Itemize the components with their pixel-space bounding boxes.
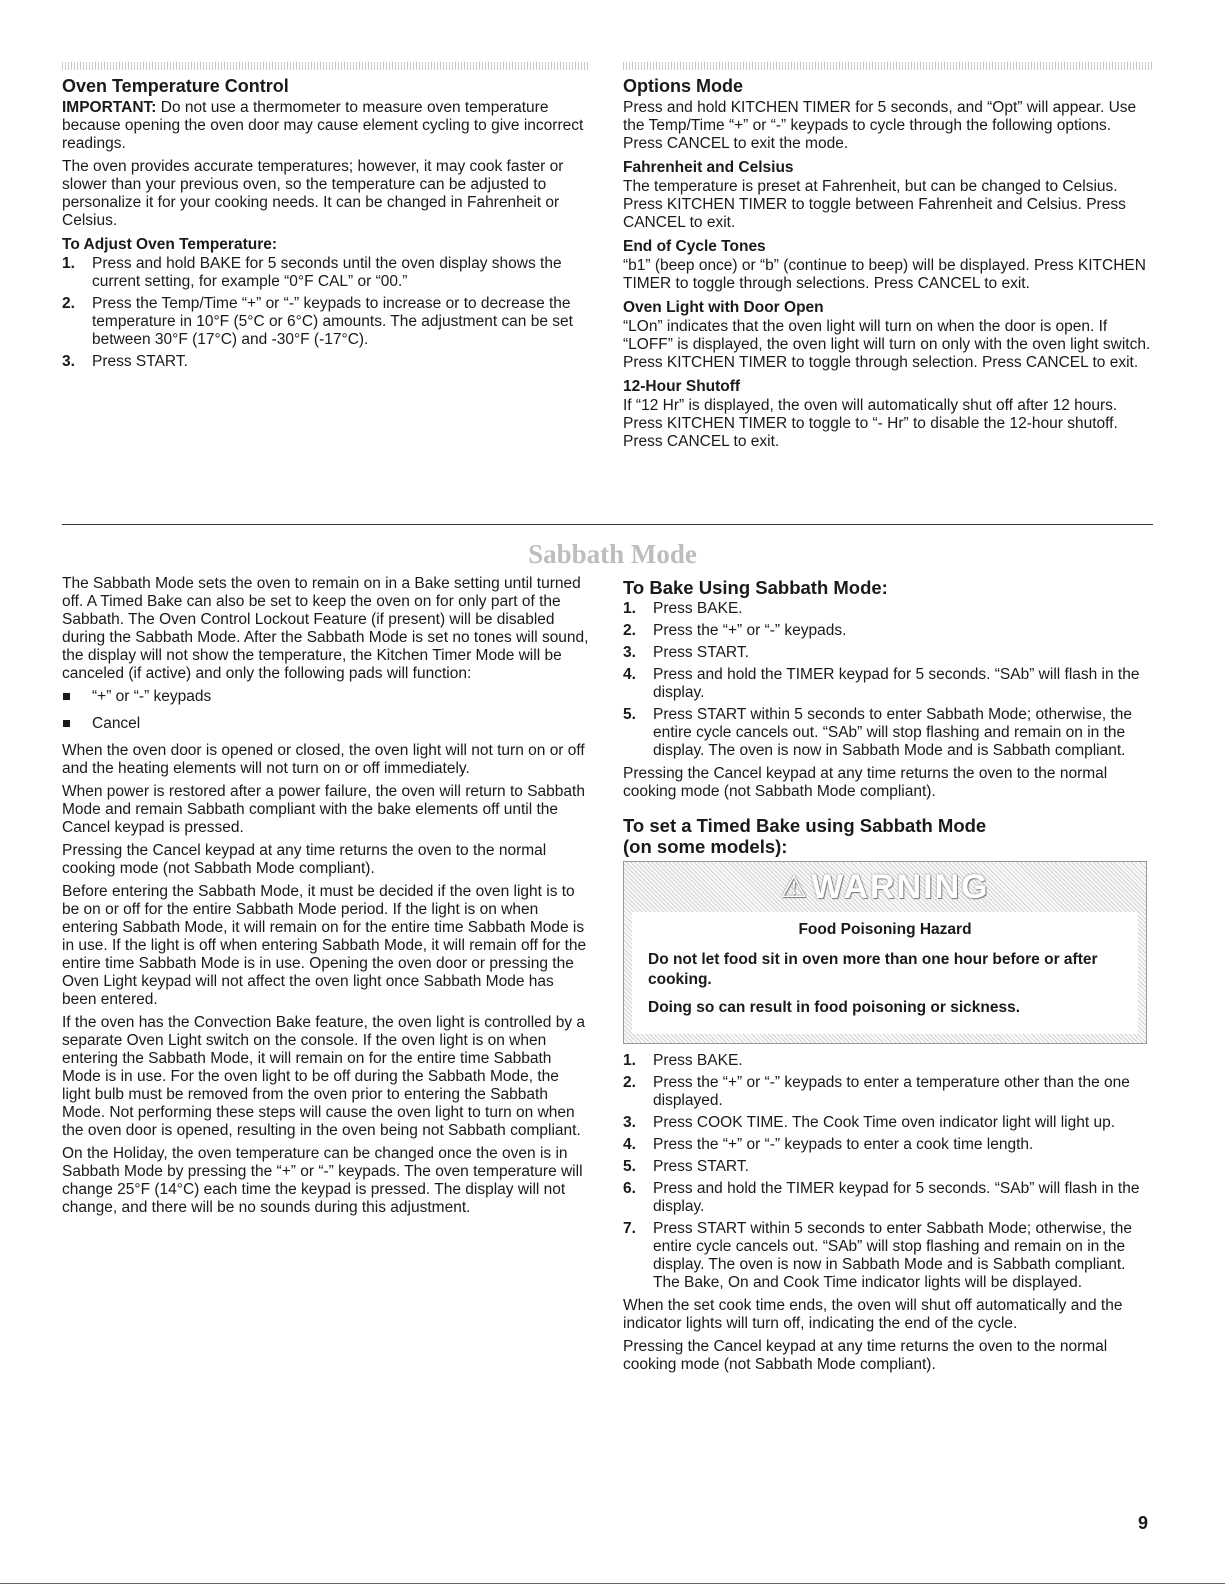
step-number: 4.: [623, 666, 636, 683]
warning-triangle-icon: ⚠: [780, 870, 810, 904]
sabbath-cancel-text: Pressing the Cancel keypad at any time returns the oven to the normal cooking mode (not Sabbath Mode compliant).: [62, 842, 547, 877]
bake-sabbath-heading: To Bake Using Sabbath Mode:: [623, 577, 888, 598]
warning-title: WARNING: [811, 867, 990, 906]
warning-line2: Doing so can result in food poisoning or sickness.: [648, 999, 1021, 1016]
bake-sabbath-after: Pressing the Cancel keypad at any time returns the oven to the normal cooking mode (not Sabbath Mode compliant).: [623, 765, 1108, 800]
step-number: 7.: [623, 1220, 636, 1237]
important-text: Do not use a thermometer to measure oven temperature because opening the oven door may cause element cycling to give incorrect readings.: [62, 99, 584, 152]
step-number: 5.: [623, 1158, 636, 1175]
list-item: [623, 706, 1153, 760]
sabbath-holiday-text: On the Holiday, the oven temperature can be changed once the oven is in Sabbath Mode by pressing the “+” or “-” keypads. The oven temperature will change 25°F (14°C) each time the keypad is pressed. The display will not change, and there will be no sounds during this adjustment.: [62, 1145, 583, 1216]
list-item: [623, 1114, 1153, 1132]
timed-bake-heading: [623, 815, 1153, 857]
header-hatch-bar: [623, 62, 1153, 70]
step-number: 2.: [623, 1074, 636, 1091]
functioning-pads-list: [62, 688, 590, 733]
oven-temperature-control-section: [62, 62, 590, 376]
shutoff-text: If “12 Hr” is displayed, the oven will automatically shut off after 12 hours. Press KITCHEN TIMER to toggle to “- Hr” to disable the 12-hour shutoff. Press CANCEL to exit.: [623, 397, 1118, 450]
sabbath-mode-title: Sabbath Mode: [528, 539, 697, 569]
step-number: 1.: [62, 255, 75, 272]
options-intro: Press and hold KITCHEN TIMER for 5 seconds, and “Opt” will appear. Use the Temp/Time “+” or “-” keypads to cycle through the following options. Press CANCEL to exit the mode.: [623, 99, 1137, 152]
step-text: Press START.: [653, 644, 749, 661]
end-of-cycle-heading: End of Cycle Tones: [623, 238, 766, 255]
oven-light-text: “LOn” indicates that the oven light will turn on when the door is open. If “LOFF” is displayed, the oven light will turn on only with the oven light switch. Press KITCHEN TIMER to toggle through selection. Press CANCEL to exit.: [623, 318, 1151, 371]
step-text: Press the Temp/Time “+” or “-” keypads to increase or to decrease the temperature in 10°F (5°C or 6°C) amounts. The adjustment can be set between 30°F (17°C) and -30°F (-17°C).: [92, 295, 573, 348]
step-text: Press START within 5 seconds to enter Sabbath Mode; otherwise, the entire cycle cancels out. “SAb” will stop flashing and remain on in the display. The oven is now in Sabbath Mode and is Sabbath compliant. The Bake, On and Cook Time indicator lights will be displayed.: [653, 1220, 1133, 1291]
sabbath-door-text: When the oven door is opened or closed, the oven light will not turn on or off and the heating elements will not turn on or off immediately.: [62, 742, 585, 777]
otc-important: [62, 99, 590, 153]
options-title: Options Mode: [623, 76, 743, 96]
sabbath-intro: The Sabbath Mode sets the oven to remain on in a Bake setting until turned off. A Timed Bake can also be set to keep the oven on for only part of the Sabbath. The Oven Control Lockout Feature (if present) will be disabled during the Sabbath Mode. After the Sabbath Mode is set no tones will sound, the display will not show the temperature, the Kitchen Timer Mode will be canceled (if active) and only the following pads will function:: [62, 575, 589, 682]
step-text: Press BAKE.: [653, 600, 743, 617]
warning-header: [624, 862, 1146, 912]
step-number: 3.: [623, 1114, 636, 1131]
shutoff-heading: 12-Hour Shutoff: [623, 378, 741, 395]
step-text: Press and hold the TIMER keypad for 5 seconds. “SAb” will flash in the display.: [653, 1180, 1140, 1215]
step-text: Press BAKE.: [653, 1052, 743, 1069]
list-item: [623, 1158, 1153, 1176]
adjust-heading: To Adjust Oven Temperature:: [62, 236, 278, 253]
step-text: Press the “+” or “-” keypads to enter a cook time length.: [653, 1136, 1034, 1153]
list-item: [623, 1220, 1153, 1292]
square-bullet-icon: [63, 720, 70, 727]
end-of-cycle-text: “b1” (beep once) or “b” (continue to beep) will be displayed. Press KITCHEN TIMER to toggle through selections. Press CANCEL to exit.: [623, 257, 1146, 292]
bullet-text: “+” or “-” keypads: [92, 688, 212, 705]
sabbath-procedures-column: [623, 577, 1153, 1379]
step-number: 3.: [623, 644, 636, 661]
list-item: [62, 715, 590, 733]
warning-hazard: Food Poisoning Hazard: [798, 921, 972, 938]
square-bullet-icon: [63, 693, 70, 700]
step-number: 1.: [623, 1052, 636, 1069]
step-number: 4.: [623, 1136, 636, 1153]
step-text: Press the “+” or “-” keypads to enter a temperature other than the one displayed.: [653, 1074, 1130, 1109]
step-text: Press and hold the TIMER keypad for 5 seconds. “SAb” will flash in the display.: [653, 666, 1140, 701]
list-item: [62, 688, 590, 706]
fahrenheit-celsius-text: The temperature is preset at Fahrenheit, but can be changed to Celsius. Press KITCHEN TIMER to toggle between Fahrenheit and Celsius. Press CANCEL to exit.: [623, 178, 1126, 231]
step-number: 2.: [623, 622, 636, 639]
timed-bake-steps: [623, 1052, 1153, 1292]
list-item: [623, 1180, 1153, 1216]
step-text: Press START within 5 seconds to enter Sabbath Mode; otherwise, the entire cycle cancels out. “SAb” will stop flashing and remain on in the display. The oven is now in Sabbath Mode and is Sabbath compliant.: [653, 706, 1133, 759]
step-text: Press and hold BAKE for 5 seconds until the oven display shows the current setting, for example “0°F CAL” or “00.”: [92, 255, 562, 290]
important-label: IMPORTANT:: [62, 99, 157, 116]
step-number: 1.: [623, 600, 636, 617]
bake-sabbath-steps: [623, 600, 1153, 760]
list-item: [623, 622, 1153, 640]
step-number: 5.: [623, 706, 636, 723]
sabbath-power-text: When power is restored after a power failure, the oven will return to Sabbath Mode and remain Sabbath compliant with the bake elements off until the Cancel keypad is pressed.: [62, 783, 585, 836]
step-number: 3.: [62, 353, 75, 370]
list-item: [623, 644, 1153, 662]
timed-bake-heading-line2: (on some models):: [623, 836, 788, 857]
step-text: Press COOK TIME. The Cook Time oven indicator light will light up.: [653, 1114, 1116, 1131]
list-item: [623, 666, 1153, 702]
list-item: [62, 295, 590, 349]
step-text: Press the “+” or “-” keypads.: [653, 622, 847, 639]
list-item: [623, 1052, 1153, 1070]
step-text: Press START.: [653, 1158, 749, 1175]
sabbath-convection-text: If the oven has the Convection Bake feature, the oven light is controlled by a separate Oven Light switch on the console. If the oven light is on when entering the Sabbath Mode, it will remain on for the entire time Sabbath Mode is in use. For the oven light to be off during the Sabbath Mode, the light bulb must be removed from the oven prior to entering the Sabbath Mode. Not performing these steps will cause the oven light to turn on when the oven door is opened, resulting in the oven being not Sabbath compliant.: [62, 1014, 586, 1139]
sabbath-description-column: [62, 575, 590, 1222]
step-number: 6.: [623, 1180, 636, 1197]
step-text: Press START.: [92, 353, 188, 370]
step-number: 2.: [62, 295, 75, 312]
list-item: [623, 1136, 1153, 1154]
timed-bake-heading-line1: To set a Timed Bake using Sabbath Mode: [623, 815, 987, 836]
adjust-steps-list: [62, 255, 590, 371]
timed-bake-after2: Pressing the Cancel keypad at any time returns the oven to the normal cooking mode (not Sabbath Mode compliant).: [623, 1338, 1108, 1373]
oven-light-heading: Oven Light with Door Open: [623, 299, 824, 316]
otc-title: Oven Temperature Control: [62, 76, 289, 96]
warning-box: [623, 861, 1147, 1044]
list-item: [623, 600, 1153, 618]
warning-body: [632, 912, 1138, 1034]
list-item: [62, 353, 590, 371]
warning-line1: Do not let food sit in oven more than one hour before or after cooking.: [648, 951, 1098, 988]
list-item: [62, 255, 590, 291]
timed-bake-after1: When the set cook time ends, the oven will shut off automatically and the indicator lights will turn off, indicating the end of the cycle.: [623, 1297, 1123, 1332]
page-number: 9: [1138, 1513, 1149, 1533]
list-item: [623, 1074, 1153, 1110]
section-divider: [62, 524, 1153, 525]
sabbath-light-text: Before entering the Sabbath Mode, it must be decided if the oven light is to be on or off for the entire Sabbath Mode period. If the light is on when entering Sabbath Mode, it will remain on for the entire time Sabbath Mode is in use. If the light is off when entering Sabbath Mode, it will remain off for the entire time Sabbath Mode is in use. Opening the oven door or pressing the Oven Light keypad will not affect the oven light once Sabbath Mode has been entered.: [62, 883, 587, 1008]
otc-para1: The oven provides accurate temperatures; however, it may cook faster or slower than your previous oven, so the temperature can be adjusted to personalize it for your cooking needs. It can be changed in Fahrenheit or Celsius.: [62, 158, 564, 229]
bullet-text: Cancel: [92, 715, 141, 732]
header-hatch-bar: [62, 62, 590, 70]
bottom-edge-line: [0, 1583, 1225, 1584]
fahrenheit-celsius-heading: Fahrenheit and Celsius: [623, 159, 794, 176]
options-mode-section: [623, 62, 1153, 456]
